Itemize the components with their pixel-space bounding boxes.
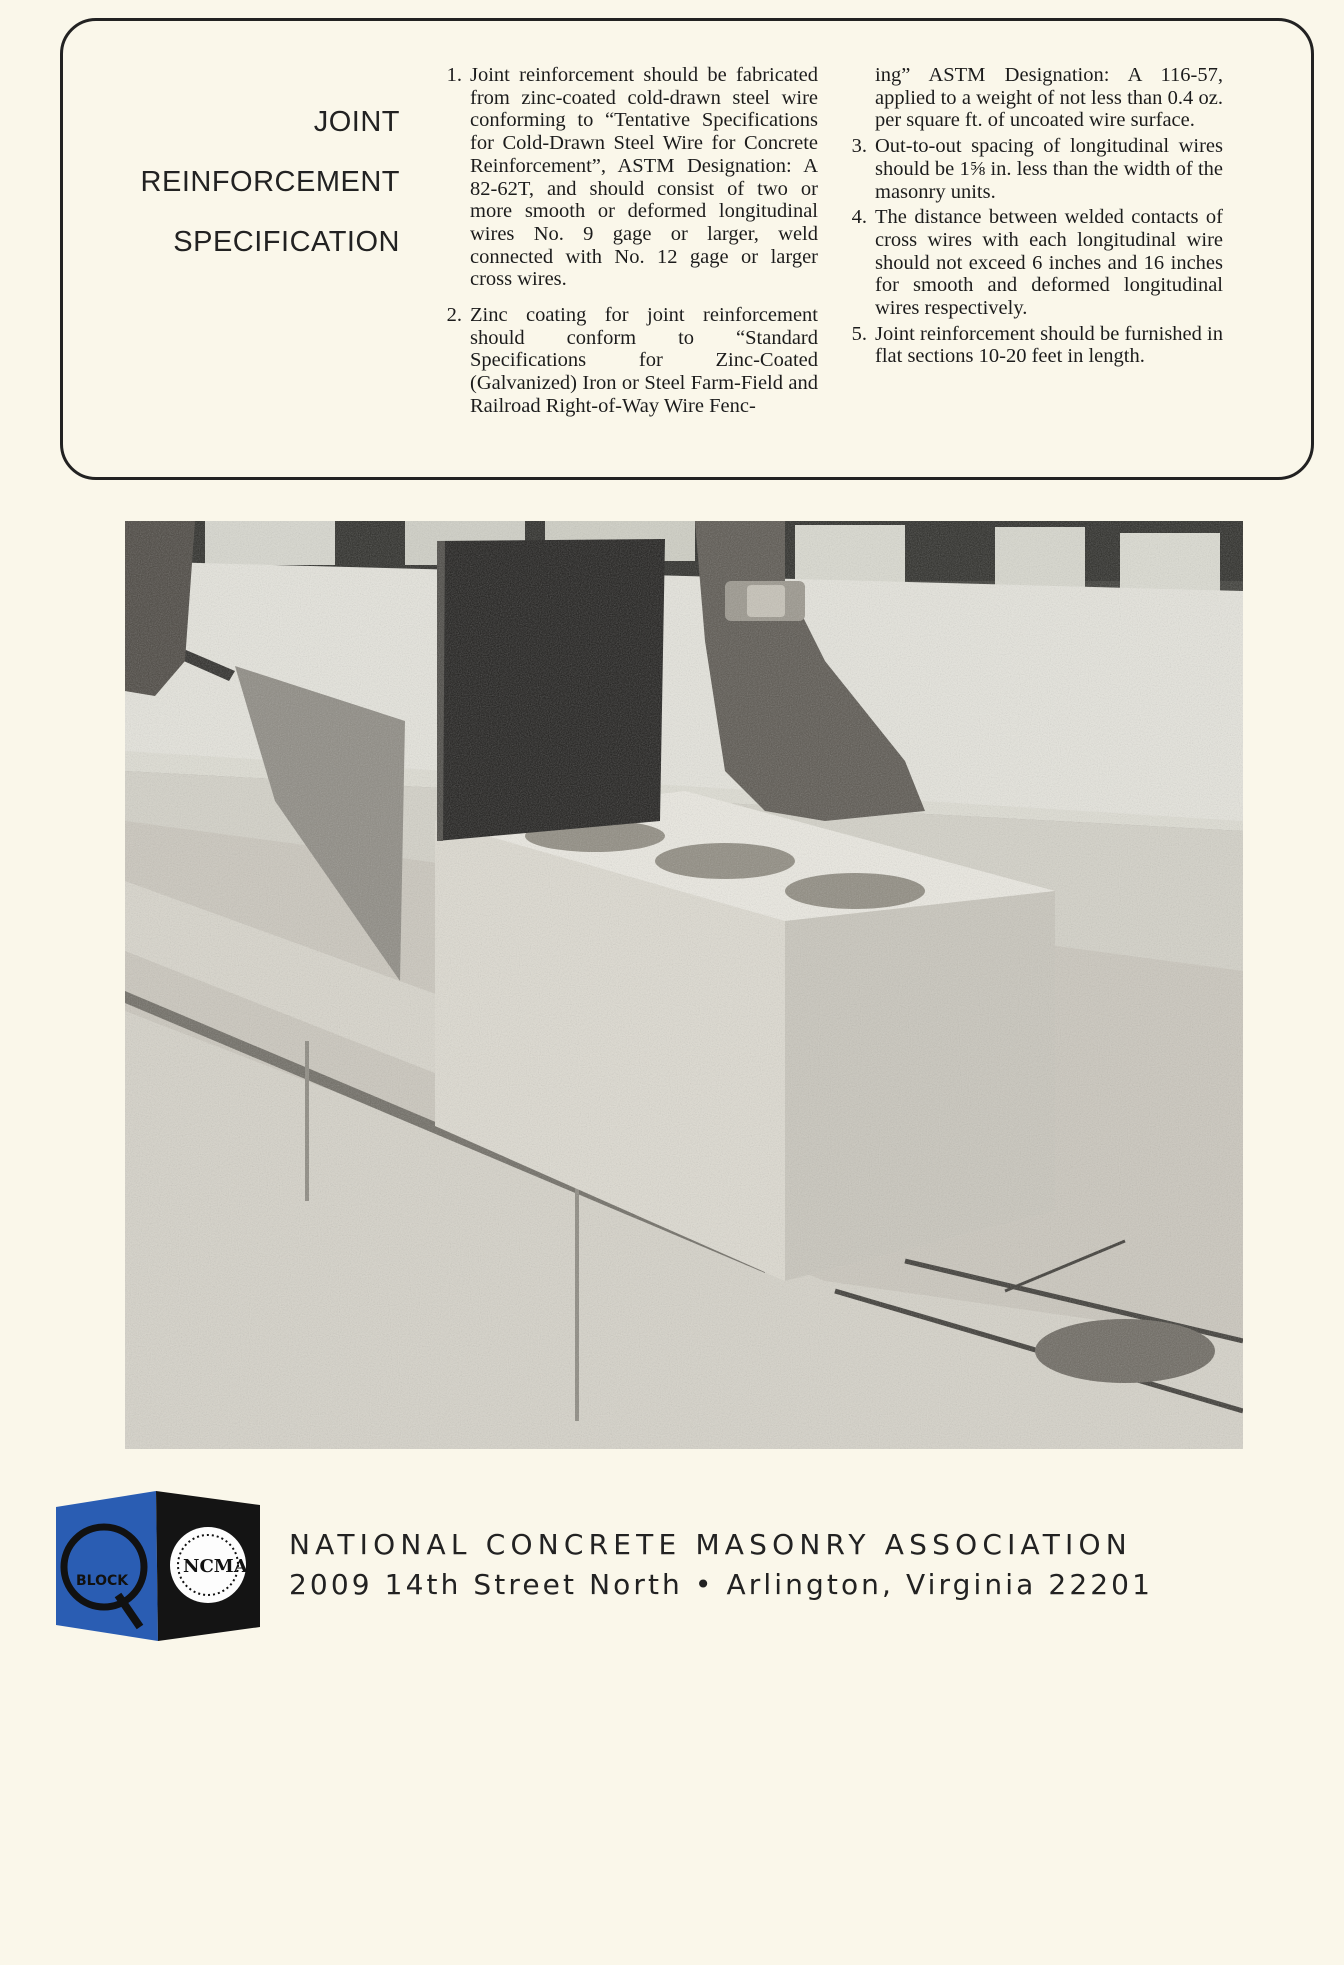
spec-item-number: 1. (446, 64, 462, 86)
spec-item-text-part2: ing” ASTM Designation: A 116-57, applied to a weight of not less than 0.4 oz. per square ft. of uncoated wire surface. (875, 64, 1223, 132)
masonry-photo (125, 521, 1243, 1449)
spec-item-3 (843, 135, 1223, 203)
title-line-1: JOINT (313, 106, 400, 138)
street-address: 2009 14th Street North (289, 1568, 683, 1601)
footer (289, 1525, 1153, 1605)
ncma-badge-label: NCMA (183, 1556, 248, 1577)
spec-item-text: Out-to-out spacing of longitudinal wires should be 1⅝ in. less than the width of the masonry units. (875, 135, 1223, 203)
spec-item-1 (438, 64, 818, 291)
spec-item-2-continued (843, 64, 1223, 132)
spec-item-number: 3. (851, 135, 867, 158)
masonry-photo-illustration (125, 521, 1243, 1449)
spec-item-2 (438, 304, 818, 418)
spec-item-5 (843, 323, 1223, 368)
spec-title (100, 92, 400, 272)
ncma-logo (56, 1487, 260, 1643)
spec-item-text: Joint reinforcement should be furnished in flat sections 10-20 feet in length. (875, 322, 1223, 368)
logo-block-label: BLOCK (76, 1573, 129, 1589)
spec-item-number: 2. (446, 304, 462, 327)
title-line-2: REINFORCEMENT (140, 166, 400, 198)
spec-item-text-part1: Zinc coating for joint reinforcement should conform to “Standard Specifications for Zinc-Coated (Galvanized) Iron or Steel Farm-Field and Railroad Right-of-Way Wire Fenc- (470, 304, 818, 417)
spec-column-left (438, 64, 818, 418)
address-separator: • (694, 1568, 715, 1601)
organization-address (289, 1565, 1153, 1605)
spec-item-4 (843, 206, 1223, 320)
organization-name: NATIONAL CONCRETE MASONRY ASSOCIATION (289, 1528, 1132, 1561)
qblock-logo-mark (56, 1487, 260, 1643)
city-address: Arlington, Virginia 22201 (726, 1568, 1153, 1601)
spec-item-text: The distance between welded contacts of cross wires with each longitudinal wire should not exceed 6 inches and 16 inches for smooth and deformed longitudinal wires respectively. (875, 206, 1223, 320)
spec-column-right (843, 64, 1223, 368)
spec-item-number: 5. (851, 322, 867, 345)
title-line-3: SPECIFICATION (173, 226, 400, 258)
spec-item-number: 4. (851, 206, 867, 229)
spec-item-text: Joint reinforcement should be fabricated from zinc-coated cold-drawn steel wire conforming to “Tentative Specifications for Cold-Drawn Steel Wire for Concrete Reinforcement”, ASTM Designation: A 82-62T, and should consist of two or more smooth or deformed longitudinal wires No. 9 gage or larger, weld connected with No. 12 gage or larger cross wires. (470, 64, 818, 291)
